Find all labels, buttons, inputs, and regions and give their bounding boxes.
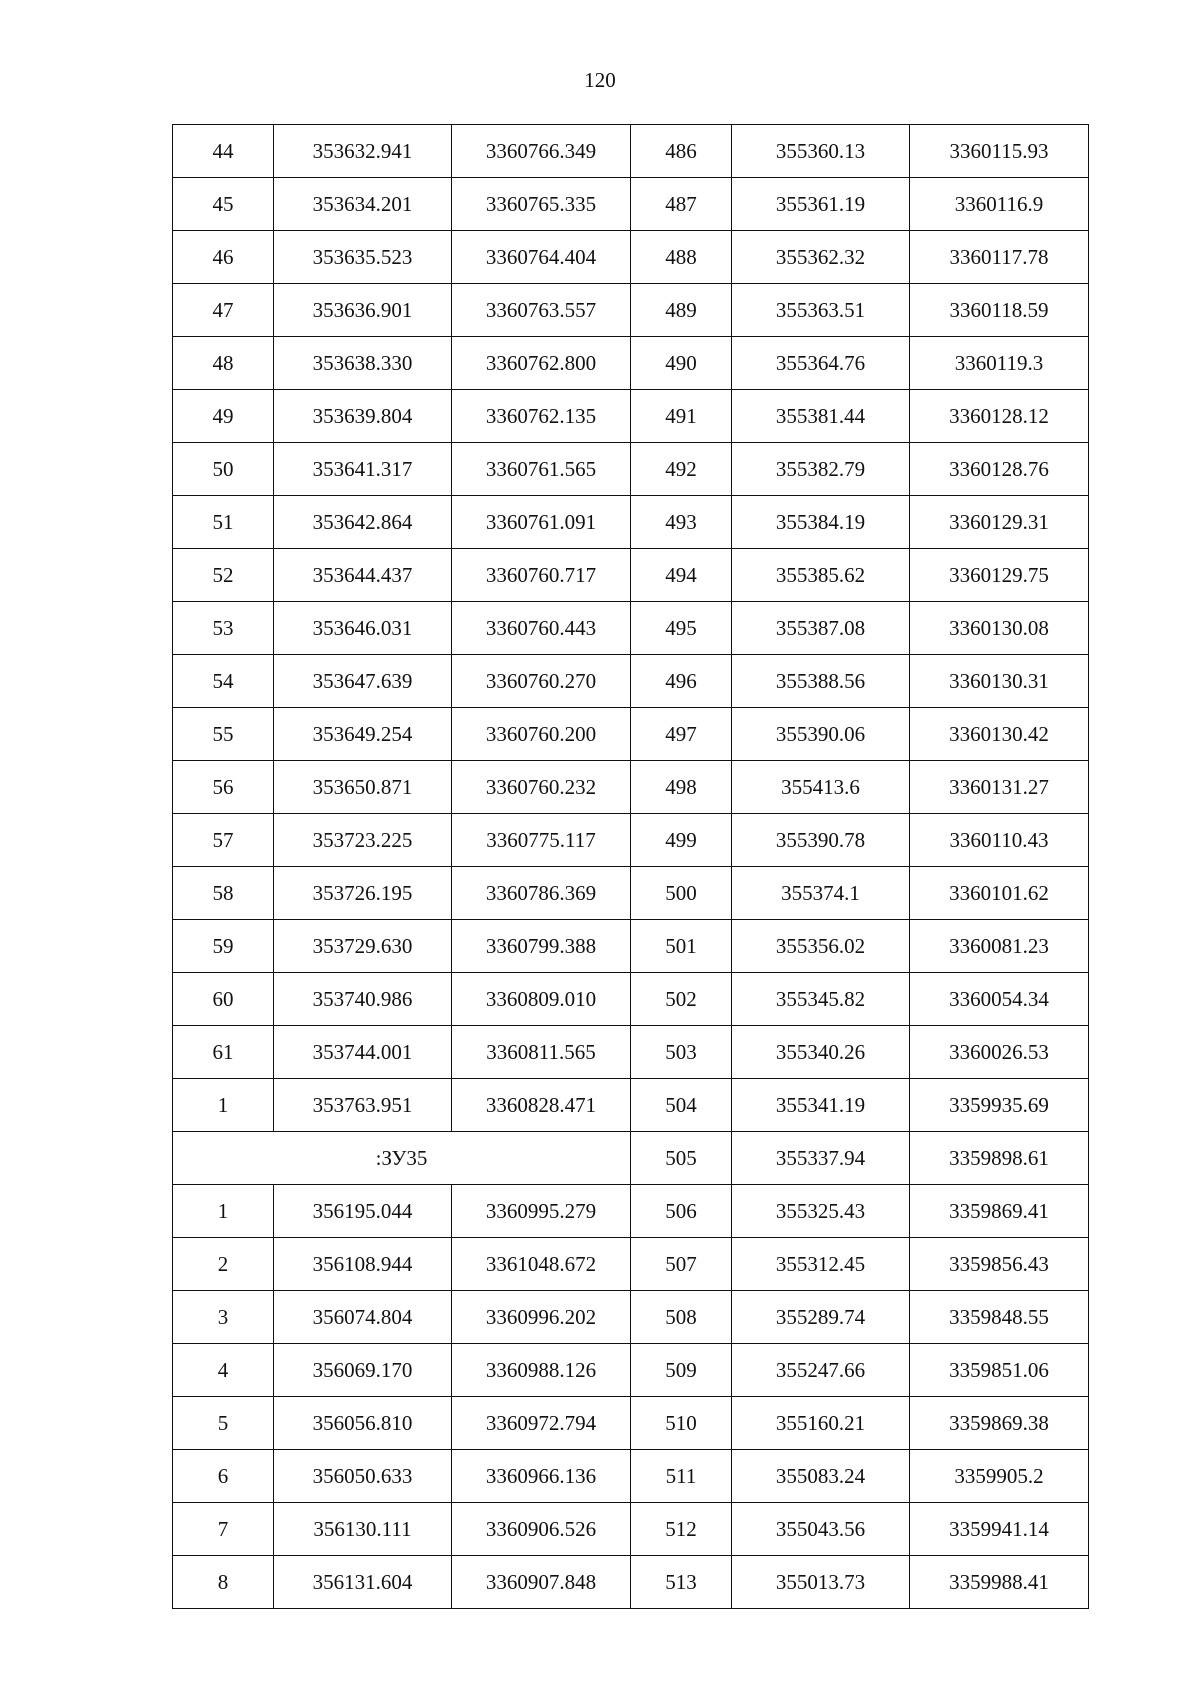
table-row: [173, 761, 1089, 814]
table-row: [173, 443, 1089, 496]
left-point-number-cell: 49: [173, 390, 274, 443]
right-point-number-cell: 492: [631, 443, 732, 496]
right-y-coordinate-cell: 3360118.59: [910, 284, 1089, 337]
right-x-coordinate-cell: 355362.32: [732, 231, 910, 284]
right-y-coordinate-cell: 3360116.9: [910, 178, 1089, 231]
right-y-coordinate-cell: 3359848.55: [910, 1291, 1089, 1344]
right-y-coordinate-cell: 3359851.06: [910, 1344, 1089, 1397]
left-y-coordinate-cell: 3360766.349: [452, 125, 631, 178]
left-point-number-cell: 44: [173, 125, 274, 178]
table-row: [173, 1556, 1089, 1609]
coordinates-table-body: [173, 125, 1089, 1609]
left-y-coordinate-cell: 3360760.443: [452, 602, 631, 655]
right-point-number-cell: 506: [631, 1185, 732, 1238]
right-x-coordinate-cell: 355083.24: [732, 1450, 910, 1503]
left-y-coordinate-cell: 3360996.202: [452, 1291, 631, 1344]
table-row: [173, 231, 1089, 284]
left-y-coordinate-cell: 3361048.672: [452, 1238, 631, 1291]
right-x-coordinate-cell: 355312.45: [732, 1238, 910, 1291]
left-y-coordinate-cell: 3360762.800: [452, 337, 631, 390]
table-row: [173, 1397, 1089, 1450]
left-y-coordinate-cell: 3360786.369: [452, 867, 631, 920]
right-y-coordinate-cell: 3359941.14: [910, 1503, 1089, 1556]
right-x-coordinate-cell: 355325.43: [732, 1185, 910, 1238]
right-x-coordinate-cell: 355361.19: [732, 178, 910, 231]
right-x-coordinate-cell: 355341.19: [732, 1079, 910, 1132]
right-y-coordinate-cell: 3360115.93: [910, 125, 1089, 178]
right-point-number-cell: 498: [631, 761, 732, 814]
page-number: 120: [584, 68, 616, 92]
right-point-number-cell: 502: [631, 973, 732, 1026]
right-y-coordinate-cell: 3360110.43: [910, 814, 1089, 867]
right-x-coordinate-cell: 355390.78: [732, 814, 910, 867]
left-point-number-cell: 4: [173, 1344, 274, 1397]
left-point-number-cell: 1: [173, 1079, 274, 1132]
left-y-coordinate-cell: 3360907.848: [452, 1556, 631, 1609]
right-point-number-cell: 488: [631, 231, 732, 284]
left-y-coordinate-cell: 3360760.717: [452, 549, 631, 602]
left-x-coordinate-cell: 353650.871: [274, 761, 452, 814]
left-point-number-cell: 52: [173, 549, 274, 602]
left-point-number-cell: 1: [173, 1185, 274, 1238]
table-row: [173, 602, 1089, 655]
left-point-number-cell: 60: [173, 973, 274, 1026]
left-point-number-cell: 5: [173, 1397, 274, 1450]
right-x-coordinate-cell: 355345.82: [732, 973, 910, 1026]
table-row: [173, 178, 1089, 231]
right-x-coordinate-cell: 355364.76: [732, 337, 910, 390]
right-x-coordinate-cell: 355374.1: [732, 867, 910, 920]
right-y-coordinate-cell: 3359935.69: [910, 1079, 1089, 1132]
table-row: [173, 1503, 1089, 1556]
left-point-number-cell: 6: [173, 1450, 274, 1503]
left-x-coordinate-cell: 353644.437: [274, 549, 452, 602]
left-x-coordinate-cell: 356056.810: [274, 1397, 452, 1450]
left-y-coordinate-cell: 3360775.117: [452, 814, 631, 867]
left-x-coordinate-cell: 353763.951: [274, 1079, 452, 1132]
table-row: [173, 549, 1089, 602]
right-x-coordinate-cell: 355247.66: [732, 1344, 910, 1397]
right-point-number-cell: 499: [631, 814, 732, 867]
table-row: [173, 390, 1089, 443]
right-x-coordinate-cell: 355043.56: [732, 1503, 910, 1556]
left-point-number-cell: 61: [173, 1026, 274, 1079]
left-x-coordinate-cell: 353634.201: [274, 178, 452, 231]
left-point-number-cell: 53: [173, 602, 274, 655]
table-row: [173, 1026, 1089, 1079]
right-x-coordinate-cell: 355384.19: [732, 496, 910, 549]
left-y-coordinate-cell: 3360760.270: [452, 655, 631, 708]
left-y-coordinate-cell: 3360966.136: [452, 1450, 631, 1503]
coordinates-table: [172, 124, 1089, 1609]
table-row: [173, 496, 1089, 549]
right-point-number-cell: 490: [631, 337, 732, 390]
left-y-coordinate-cell: 3360811.565: [452, 1026, 631, 1079]
table-row: [173, 1450, 1089, 1503]
right-y-coordinate-cell: 3360130.31: [910, 655, 1089, 708]
right-y-coordinate-cell: 3360081.23: [910, 920, 1089, 973]
right-x-coordinate-cell: 355363.51: [732, 284, 910, 337]
left-y-coordinate-cell: 3360762.135: [452, 390, 631, 443]
left-point-number-cell: 57: [173, 814, 274, 867]
table-row: [173, 284, 1089, 337]
left-x-coordinate-cell: 353638.330: [274, 337, 452, 390]
left-x-coordinate-cell: 356131.604: [274, 1556, 452, 1609]
left-y-coordinate-cell: 3360765.335: [452, 178, 631, 231]
table-row: [173, 920, 1089, 973]
left-y-coordinate-cell: 3360972.794: [452, 1397, 631, 1450]
right-point-number-cell: 487: [631, 178, 732, 231]
right-point-number-cell: 493: [631, 496, 732, 549]
right-x-coordinate-cell: 355385.62: [732, 549, 910, 602]
left-x-coordinate-cell: 353744.001: [274, 1026, 452, 1079]
left-y-coordinate-cell: 3360761.565: [452, 443, 631, 496]
right-x-coordinate-cell: 355013.73: [732, 1556, 910, 1609]
table-row: [173, 814, 1089, 867]
left-point-number-cell: 7: [173, 1503, 274, 1556]
right-point-number-cell: 500: [631, 867, 732, 920]
right-x-coordinate-cell: 355360.13: [732, 125, 910, 178]
left-x-coordinate-cell: 356195.044: [274, 1185, 452, 1238]
right-point-number-cell: 509: [631, 1344, 732, 1397]
right-point-number-cell: 513: [631, 1556, 732, 1609]
right-point-number-cell: 494: [631, 549, 732, 602]
left-point-number-cell: 54: [173, 655, 274, 708]
left-x-coordinate-cell: 353740.986: [274, 973, 452, 1026]
table-row: [173, 1185, 1089, 1238]
right-point-number-cell: 511: [631, 1450, 732, 1503]
left-y-coordinate-cell: 3360764.404: [452, 231, 631, 284]
right-point-number-cell: 491: [631, 390, 732, 443]
right-point-number-cell: 486: [631, 125, 732, 178]
table-row: [173, 1238, 1089, 1291]
right-point-number-cell: 504: [631, 1079, 732, 1132]
table-row: [173, 1079, 1089, 1132]
right-y-coordinate-cell: 3360054.34: [910, 973, 1089, 1026]
right-x-coordinate-cell: 355382.79: [732, 443, 910, 496]
right-y-coordinate-cell: 3360117.78: [910, 231, 1089, 284]
right-y-coordinate-cell: 3360101.62: [910, 867, 1089, 920]
right-point-number-cell: 503: [631, 1026, 732, 1079]
right-y-coordinate-cell: 3360026.53: [910, 1026, 1089, 1079]
right-point-number-cell: 508: [631, 1291, 732, 1344]
table-row: [173, 708, 1089, 761]
left-point-number-cell: 50: [173, 443, 274, 496]
left-x-coordinate-cell: 353641.317: [274, 443, 452, 496]
left-y-coordinate-cell: 3360995.279: [452, 1185, 631, 1238]
left-x-coordinate-cell: 353642.864: [274, 496, 452, 549]
left-x-coordinate-cell: 353632.941: [274, 125, 452, 178]
right-point-number-cell: 497: [631, 708, 732, 761]
right-point-number-cell: 507: [631, 1238, 732, 1291]
left-x-coordinate-cell: 353636.901: [274, 284, 452, 337]
table-row: [173, 125, 1089, 178]
left-x-coordinate-cell: 353647.639: [274, 655, 452, 708]
right-y-coordinate-cell: 3360129.31: [910, 496, 1089, 549]
right-y-coordinate-cell: 3360130.08: [910, 602, 1089, 655]
table-row: [173, 655, 1089, 708]
right-x-coordinate-cell: 355413.6: [732, 761, 910, 814]
left-y-coordinate-cell: 3360799.388: [452, 920, 631, 973]
left-x-coordinate-cell: 353639.804: [274, 390, 452, 443]
right-x-coordinate-cell: 355337.94: [732, 1132, 910, 1185]
right-y-coordinate-cell: 3359856.43: [910, 1238, 1089, 1291]
left-x-coordinate-cell: 356069.170: [274, 1344, 452, 1397]
right-y-coordinate-cell: 3359988.41: [910, 1556, 1089, 1609]
right-x-coordinate-cell: 355381.44: [732, 390, 910, 443]
right-point-number-cell: 505: [631, 1132, 732, 1185]
table-row: [173, 337, 1089, 390]
right-y-coordinate-cell: 3360119.3: [910, 337, 1089, 390]
right-x-coordinate-cell: 355356.02: [732, 920, 910, 973]
left-x-coordinate-cell: 356050.633: [274, 1450, 452, 1503]
table-row: [173, 973, 1089, 1026]
left-x-coordinate-cell: 353723.225: [274, 814, 452, 867]
right-point-number-cell: 510: [631, 1397, 732, 1450]
right-point-number-cell: 495: [631, 602, 732, 655]
left-point-number-cell: 3: [173, 1291, 274, 1344]
left-point-number-cell: 51: [173, 496, 274, 549]
right-x-coordinate-cell: 355387.08: [732, 602, 910, 655]
right-x-coordinate-cell: 355160.21: [732, 1397, 910, 1450]
table-row: [173, 1344, 1089, 1397]
left-point-number-cell: 58: [173, 867, 274, 920]
section-header-cell: :ЗУ35: [173, 1132, 631, 1185]
left-point-number-cell: 59: [173, 920, 274, 973]
left-x-coordinate-cell: 353726.195: [274, 867, 452, 920]
right-y-coordinate-cell: 3360128.12: [910, 390, 1089, 443]
left-y-coordinate-cell: 3360828.471: [452, 1079, 631, 1132]
left-point-number-cell: 2: [173, 1238, 274, 1291]
left-point-number-cell: 8: [173, 1556, 274, 1609]
right-y-coordinate-cell: 3359869.41: [910, 1185, 1089, 1238]
right-x-coordinate-cell: 355289.74: [732, 1291, 910, 1344]
left-y-coordinate-cell: 3360760.200: [452, 708, 631, 761]
left-x-coordinate-cell: 356074.804: [274, 1291, 452, 1344]
right-y-coordinate-cell: 3360130.42: [910, 708, 1089, 761]
right-y-coordinate-cell: 3360129.75: [910, 549, 1089, 602]
right-y-coordinate-cell: 3359898.61: [910, 1132, 1089, 1185]
left-x-coordinate-cell: 356108.944: [274, 1238, 452, 1291]
left-x-coordinate-cell: 353646.031: [274, 602, 452, 655]
left-x-coordinate-cell: 353649.254: [274, 708, 452, 761]
left-y-coordinate-cell: 3360761.091: [452, 496, 631, 549]
left-point-number-cell: 48: [173, 337, 274, 390]
left-y-coordinate-cell: 3360906.526: [452, 1503, 631, 1556]
left-point-number-cell: 45: [173, 178, 274, 231]
table-row: [173, 1291, 1089, 1344]
table-row: [173, 867, 1089, 920]
right-point-number-cell: 489: [631, 284, 732, 337]
right-y-coordinate-cell: 3360131.27: [910, 761, 1089, 814]
left-point-number-cell: 56: [173, 761, 274, 814]
left-y-coordinate-cell: 3360763.557: [452, 284, 631, 337]
left-point-number-cell: 55: [173, 708, 274, 761]
right-y-coordinate-cell: 3359869.38: [910, 1397, 1089, 1450]
right-x-coordinate-cell: 355388.56: [732, 655, 910, 708]
right-point-number-cell: 501: [631, 920, 732, 973]
left-y-coordinate-cell: 3360760.232: [452, 761, 631, 814]
right-point-number-cell: 496: [631, 655, 732, 708]
right-y-coordinate-cell: 3360128.76: [910, 443, 1089, 496]
left-point-number-cell: 46: [173, 231, 274, 284]
right-point-number-cell: 512: [631, 1503, 732, 1556]
right-x-coordinate-cell: 355340.26: [732, 1026, 910, 1079]
left-x-coordinate-cell: 356130.111: [274, 1503, 452, 1556]
left-y-coordinate-cell: 3360988.126: [452, 1344, 631, 1397]
left-y-coordinate-cell: 3360809.010: [452, 973, 631, 1026]
right-x-coordinate-cell: 355390.06: [732, 708, 910, 761]
left-x-coordinate-cell: 353635.523: [274, 231, 452, 284]
right-y-coordinate-cell: 3359905.2: [910, 1450, 1089, 1503]
left-point-number-cell: 47: [173, 284, 274, 337]
left-x-coordinate-cell: 353729.630: [274, 920, 452, 973]
table-row: [173, 1132, 1089, 1185]
